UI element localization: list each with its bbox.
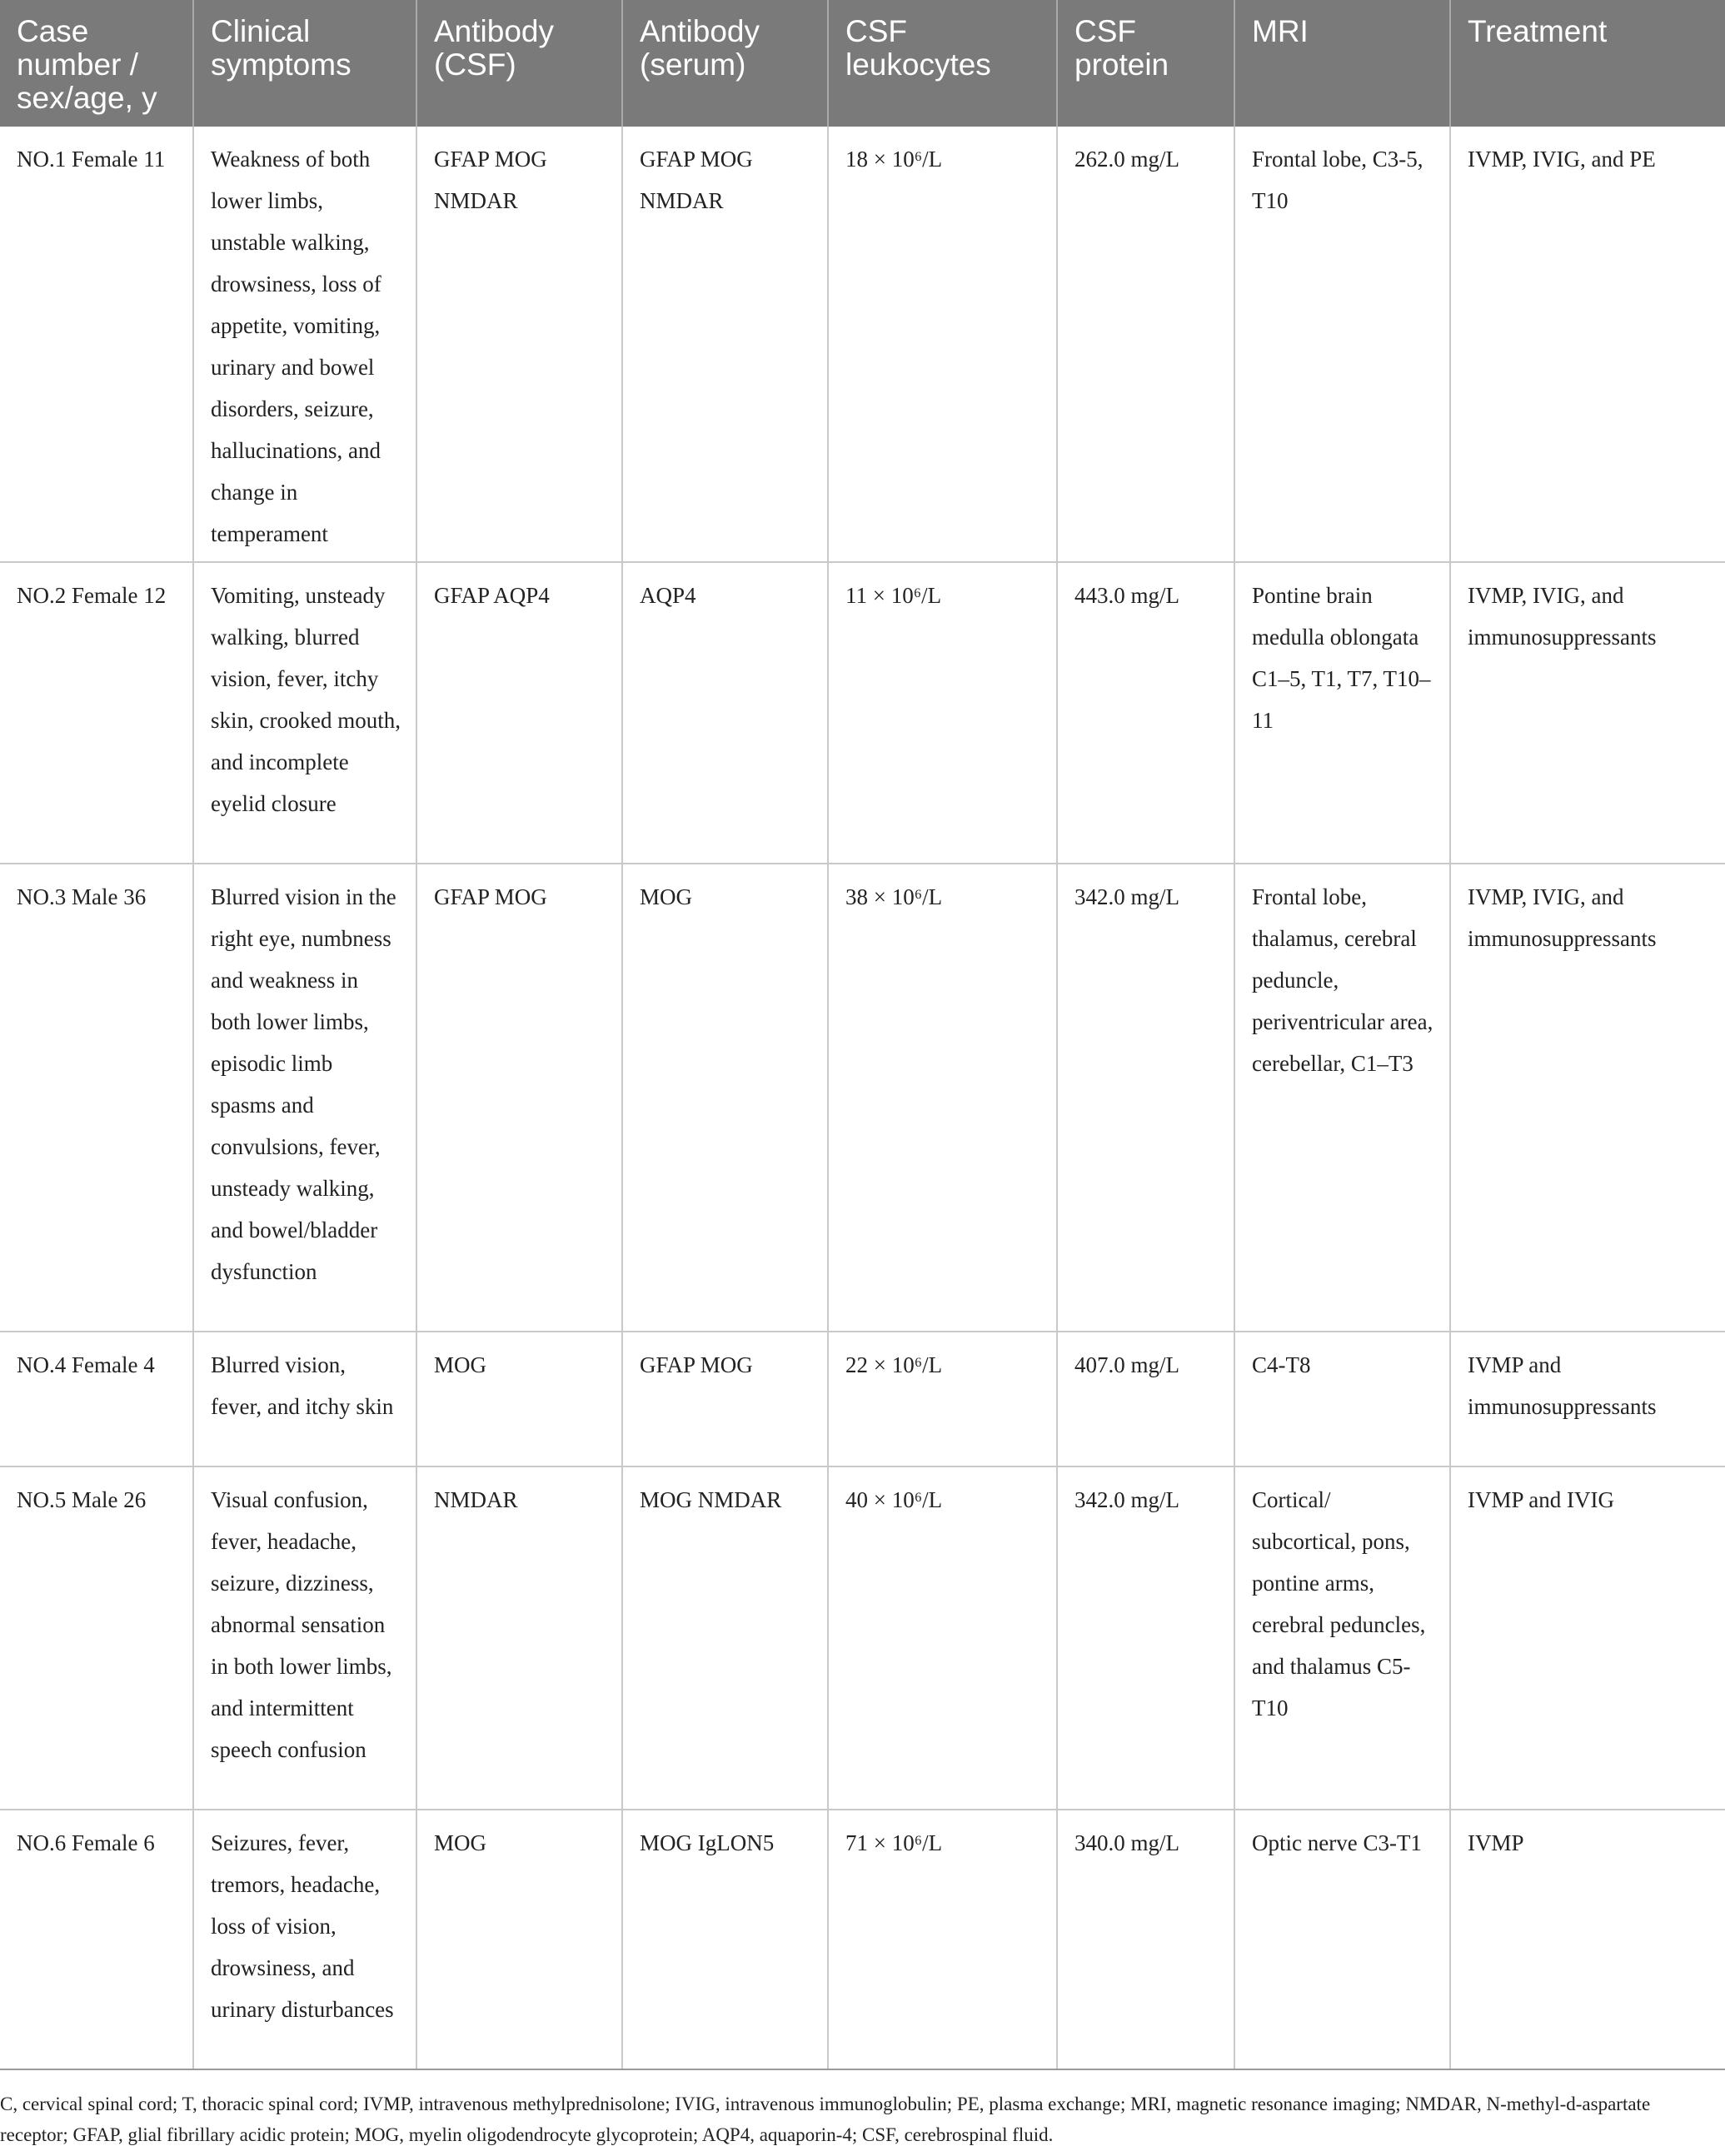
cell-protein: 340.0 mg/L [1057,1810,1234,2069]
cell-protein: 342.0 mg/L [1057,864,1234,1332]
cell-antibody-serum: MOG IgLON5 [622,1810,828,2069]
cell-antibody-serum: MOG [622,864,828,1332]
cell-symptoms: Visual confusion, fever, headache, seizure, dizziness, abnormal sensation in both lower limbs, and intermittent speech confusion [193,1466,416,1810]
cell-case: NO.2 Female 12 [0,562,193,864]
cell-mri: C4-T8 [1234,1332,1450,1466]
cell-treatment: IVMP, IVIG, and PE [1450,127,1725,562]
table-row [0,127,1725,562]
cell-antibody-serum: AQP4 [622,562,828,864]
cell-mri: Frontal lobe, C3-5, T10 [1234,127,1450,562]
cell-protein: 407.0 mg/L [1057,1332,1234,1466]
cell-treatment: IVMP, IVIG, and immunosuppressants [1450,562,1725,864]
header-antibody-csf: Antibody (CSF) [416,0,622,127]
table-row [0,1810,1725,2069]
cell-protein: 342.0 mg/L [1057,1466,1234,1810]
cell-antibody-csf: NMDAR [416,1466,622,1810]
cell-leukocytes: 40 × 10⁶/L [828,1466,1057,1810]
cell-treatment: IVMP [1450,1810,1725,2069]
cell-antibody-serum: GFAP MOG [622,1332,828,1466]
cell-mri: Frontal lobe, thalamus, cerebral peduncle, periventricular area, cerebellar, C1–T3 [1234,864,1450,1332]
cell-treatment: IVMP, IVIG, and immunosuppressants [1450,864,1725,1332]
cell-leukocytes: 22 × 10⁶/L [828,1332,1057,1466]
cell-mri: Pontine brain medulla oblongata C1–5, T1, T7, T10–11 [1234,562,1450,864]
table-row [0,1332,1725,1466]
cell-antibody-serum: GFAP MOG NMDAR [622,127,828,562]
cell-symptoms: Weakness of both lower limbs, unstable walking, drowsiness, loss of appetite, vomiting, urinary and bowel disorders, seizure, hallucinations, and change in temperament [193,127,416,562]
table-row [0,1466,1725,1810]
cell-treatment: IVMP and immunosuppressants [1450,1332,1725,1466]
table-footnote: C, cervical spinal cord; T, thoracic spinal cord; IVMP, intravenous methylprednisolone; IVIG, intravenous immunoglobulin; PE, plasma exchange; MRI, magnetic resonance imaging; NMDAR, N-methyl-d-aspartate receptor; GFAP, glial fibrillary acidic protein; MOG, myelin oligodendrocyte glycoprotein; AQP4, aquaporin-4; CSF, cerebrospinal fluid. [0,2094,1651,2145]
cell-antibody-csf: GFAP MOG NMDAR [416,127,622,562]
cell-antibody-csf: MOG [416,1810,622,2069]
cell-case: NO.3 Male 36 [0,864,193,1332]
cell-leukocytes: 71 × 10⁶/L [828,1810,1057,2069]
table-header [0,0,1725,127]
header-symptoms: Clinical symptoms [193,0,416,127]
cell-case: NO.5 Male 26 [0,1466,193,1810]
header-treatment: Treatment [1450,0,1725,127]
header-antibody-serum: Antibody (serum) [622,0,828,127]
cell-symptoms: Seizures, fever, tremors, headache, loss of vision, drowsiness, and urinary disturbances [193,1810,416,2069]
table-body [0,127,1725,2069]
table-row [0,864,1725,1332]
cell-antibody-csf: GFAP MOG [416,864,622,1332]
header-csf-leukocytes: CSF leukocytes [828,0,1057,127]
cell-symptoms: Blurred vision in the right eye, numbness and weakness in both lower limbs, episodic limb spasms and convulsions, fever, unsteady walking, and bowel/bladder dysfunction [193,864,416,1332]
cell-antibody-csf: GFAP AQP4 [416,562,622,864]
cell-case: NO.1 Female 11 [0,127,193,562]
cell-symptoms: Vomiting, unsteady walking, blurred vision, fever, itchy skin, crooked mouth, and incomplete eyelid closure [193,562,416,864]
cell-mri: Cortical/ subcortical, pons, pontine arms, cerebral peduncles, and thalamus C5-T10 [1234,1466,1450,1810]
cell-protein: 443.0 mg/L [1057,562,1234,864]
cell-case: NO.4 Female 4 [0,1332,193,1466]
header-row [0,0,1725,127]
header-mri: MRI [1234,0,1450,127]
header-case: Case number / sex/age, y [0,0,193,127]
table-row [0,562,1725,864]
cell-treatment: IVMP and IVIG [1450,1466,1725,1810]
cell-case: NO.6 Female 6 [0,1810,193,2069]
cell-leukocytes: 11 × 10⁶/L [828,562,1057,864]
cell-antibody-csf: MOG [416,1332,622,1466]
cell-leukocytes: 18 × 10⁶/L [828,127,1057,562]
cell-leukocytes: 38 × 10⁶/L [828,864,1057,1332]
cell-antibody-serum: MOG NMDAR [622,1466,828,1810]
cell-mri: Optic nerve C3-T1 [1234,1810,1450,2069]
header-csf-protein: CSF protein [1057,0,1234,127]
cell-protein: 262.0 mg/L [1057,127,1234,562]
cell-symptoms: Blurred vision, fever, and itchy skin [193,1332,416,1466]
